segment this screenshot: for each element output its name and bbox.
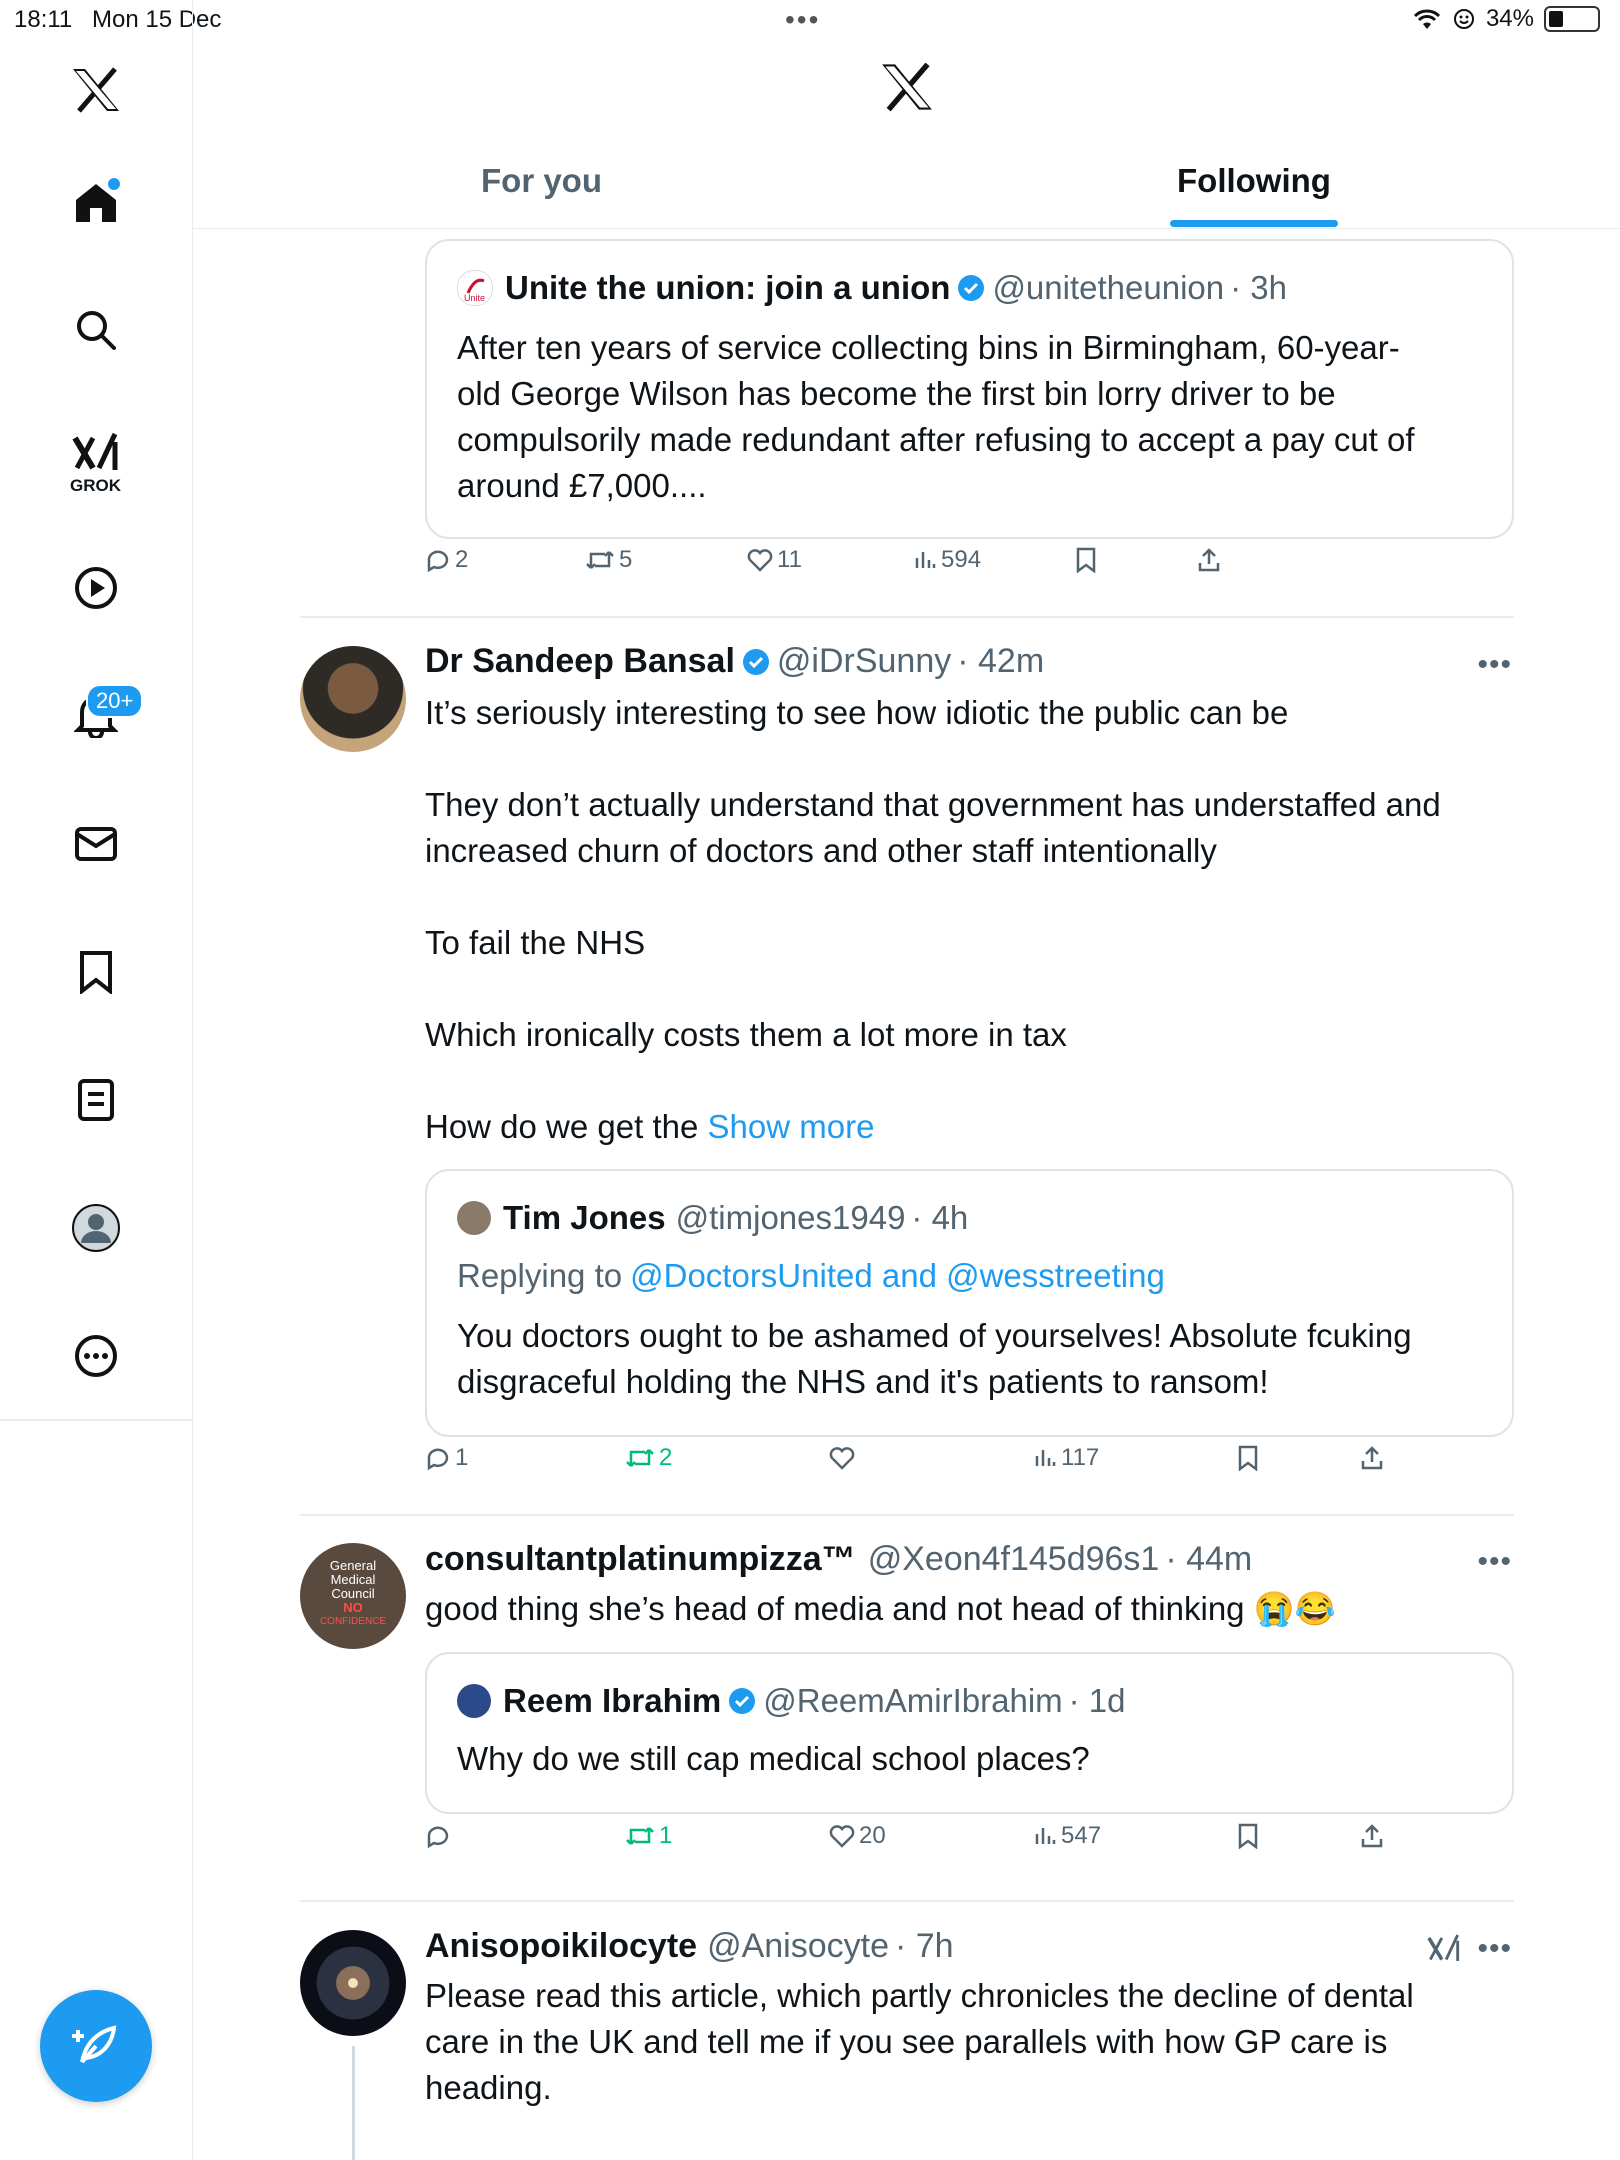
reply-icon [425,1823,451,1849]
more-options-icon[interactable] [64,1324,128,1388]
bookmark-button[interactable] [1237,1445,1259,1471]
author-name[interactable]: Anisopoikilocyte [425,1927,698,1965]
bookmark-button[interactable] [1075,547,1097,573]
quoted-author-handle: @ReemAmirIbrahim [763,1682,1063,1719]
bookmark-icon [1075,547,1097,573]
like-button[interactable]: 11 [747,546,802,574]
messages-icon[interactable] [64,812,128,876]
sidebar-divider [0,1419,192,1421]
reply-button[interactable]: 1 [425,1444,468,1472]
reply-button[interactable] [425,1823,455,1849]
repost-button[interactable]: 2 [625,1444,672,1472]
post-header [425,642,1044,681]
repost-button[interactable]: 5 [585,546,632,574]
post-text: It’s seriously interesting to see how idiotic the public can be They don’t actually understand that government has understaffed and increased churn of doctors and other staff intentionally To fail the NHS Which ironically costs them a lot more in tax How do we get the Show more [425,694,1441,1145]
compose-post-button[interactable] [40,1990,152,2102]
compose-feather-icon [68,2018,124,2074]
lists-icon[interactable] [64,1068,128,1132]
quoted-author-avatar [457,1684,491,1718]
like-button[interactable] [829,1446,859,1470]
grok-explain-icon[interactable] [1426,1930,1462,1971]
thread-line [352,2046,355,2160]
share-button[interactable] [1360,1445,1384,1471]
profile-avatar-icon[interactable] [64,1196,128,1260]
post-divider [300,616,1514,618]
quoted-post[interactable] [425,1652,1514,1814]
post-time: · 44m [1165,1540,1253,1578]
post-header [425,1540,1252,1579]
post-more-icon[interactable]: ••• [1477,1932,1512,1965]
share-button[interactable] [1360,1823,1384,1849]
battery-icon [1544,6,1600,32]
bookmark-icon [1237,1823,1259,1849]
bookmark-icon [1237,1445,1259,1471]
status-time: 18:11 [14,6,73,33]
author-name[interactable]: consultantplatinumpizza™ [425,1540,856,1578]
author-name[interactable]: Dr Sandeep Bansal [425,642,735,680]
grok-label: GROK [70,476,121,495]
bookmarks-icon[interactable] [64,940,128,1004]
post-more-icon[interactable]: ••• [1477,1545,1512,1578]
status-date: Mon 15 Dec [92,6,222,33]
video-icon[interactable] [64,556,128,620]
author-handle: @Xeon4f145d96s1 [867,1540,1160,1578]
views-button[interactable]: 547 [1033,1822,1101,1850]
verified-badge-icon [741,647,771,677]
heart-icon [747,548,773,572]
replying-to-handles[interactable]: @DoctorsUnited and @wesstreeting [630,1257,1165,1294]
quoted-post-header [457,1199,968,1237]
quoted-post[interactable] [425,1169,1514,1437]
notifications-badge: 20+ [86,684,143,718]
views-chart-icon [1033,1446,1057,1470]
unite-logo-avatar [457,270,493,306]
tab-following[interactable]: Following [1177,162,1331,199]
battery-percent: 34% [1485,5,1534,32]
wifi-icon [1412,7,1442,31]
heart-icon [829,1446,855,1470]
repost-button[interactable]: 1 [625,1822,672,1850]
sidebar-nav [0,0,193,2160]
quoted-post-time: · 1d [1068,1682,1126,1719]
quoted-author-name: Reem Ibrahim [503,1682,722,1719]
author-avatar[interactable]: General Medical Council NO CONFIDENCE [300,1543,406,1649]
post-text: good thing she’s head of media and not head of thinking 😭😂 [425,1590,1336,1627]
author-handle: @iDrSunny [776,642,952,680]
status-bar [0,0,1620,40]
author-avatar[interactable] [300,1930,406,2036]
show-more-link[interactable]: Show more [707,1108,875,1145]
quoted-author-handle: @timjones1949 [675,1199,906,1236]
views-button[interactable]: 594 [913,546,981,574]
quoted-post-text: Why do we still cap medical school places? [457,1740,1090,1777]
quoted-post[interactable] [425,239,1514,539]
repost-icon [625,1446,655,1470]
post-header [425,1927,954,1966]
post-more-icon[interactable]: ••• [1477,648,1512,681]
grok-icon[interactable] [64,420,128,484]
reply-button[interactable]: 2 [425,546,468,574]
views-button[interactable]: 117 [1033,1444,1099,1472]
verified-badge-icon [727,1686,757,1716]
search-icon[interactable] [64,298,128,362]
replying-to-line: Replying to @DoctorsUnited and @wesstreeting [457,1257,1165,1294]
x-logo-icon[interactable] [64,58,128,122]
share-icon [1360,1823,1384,1849]
quoted-author-name: Unite the union: join a union [505,269,951,306]
share-icon [1360,1445,1384,1471]
verified-badge-icon [956,273,986,303]
post-text: Please read this article, which partly chronicles the decline of dental care in the UK and tell me if you see parallels with how GP care is heading. [425,1977,1414,2106]
quoted-author-handle: @unitetheunion [992,269,1225,306]
author-avatar[interactable] [300,646,406,752]
repost-icon [625,1824,655,1848]
feed-tabs [193,150,1620,229]
views-chart-icon [1033,1824,1057,1848]
heart-icon [829,1824,855,1848]
share-icon [1197,547,1221,573]
quoted-author-avatar [457,1201,491,1235]
post-time: · 42m [957,642,1045,680]
repost-icon [585,548,615,572]
post-divider [300,1900,1514,1902]
home-icon[interactable] [64,170,128,234]
author-handle: @Anisocyte [707,1927,889,1965]
quoted-post-header [457,269,1287,307]
like-button[interactable]: 20 [829,1822,886,1850]
multitasking-dots[interactable]: ••• [785,4,821,35]
x-header-logo-icon[interactable] [880,62,934,117]
tab-active-indicator [1170,220,1338,227]
share-button[interactable] [1197,547,1221,573]
quoted-post-time: · 4h [911,1199,969,1236]
quoted-post-text: You doctors ought to be ashamed of yourselves! Absolute fcuking disgraceful holding the NHS and it's patients to ransom! [457,1317,1412,1400]
tab-for-you[interactable]: For you [481,162,602,199]
reply-icon [425,547,451,573]
post-time: · 7h [894,1927,954,1965]
reply-icon [425,1445,451,1471]
views-chart-icon [913,548,937,572]
bookmark-button[interactable] [1237,1823,1259,1849]
quoted-author-name: Tim Jones [503,1199,666,1236]
svg-text:Unite: Unite [464,293,486,303]
focus-icon [1452,7,1476,31]
post-divider [300,1514,1514,1516]
quoted-post-text: After ten years of service collecting bins in Birmingham, 60-year- old George Wilson has become the first bin lorry driver to be compulsorily made redundant after refusing to accept a pay cut of around £7,000.... [457,329,1415,504]
quoted-post-time: · 3h [1230,269,1287,306]
quoted-post-header [457,1682,1126,1720]
